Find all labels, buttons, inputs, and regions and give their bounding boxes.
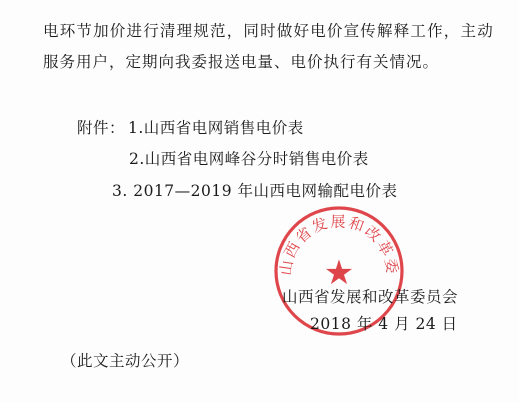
attachments-label: 附件： — [77, 119, 126, 137]
issue-date: 2018 年 4 月 24 日 — [310, 315, 458, 333]
issuer-name: 山西省发展和改革委员会 — [282, 288, 459, 306]
attachment-item-1: 1.山西省电网销售电价表 — [128, 119, 304, 137]
attachment-item-3: 3. 2017—2019 年山西电网输配电价表 — [112, 182, 398, 200]
body-text-line-2: 服务用户，定期向我委报送电量、电价执行有关情况。 — [43, 53, 440, 71]
body-text-line-1: 电环节加价进行清理规范，同时做好电价宣传解释工作，主动 — [43, 22, 494, 40]
attachment-item-2: 2.山西省电网峰谷分时销售电价表 — [129, 150, 369, 168]
seal-star-icon: ★ — [323, 253, 355, 293]
disclosure-note: （此文主动公开） — [61, 352, 190, 370]
seal-arc-text: 山西省发展和改革委 — [276, 212, 402, 277]
